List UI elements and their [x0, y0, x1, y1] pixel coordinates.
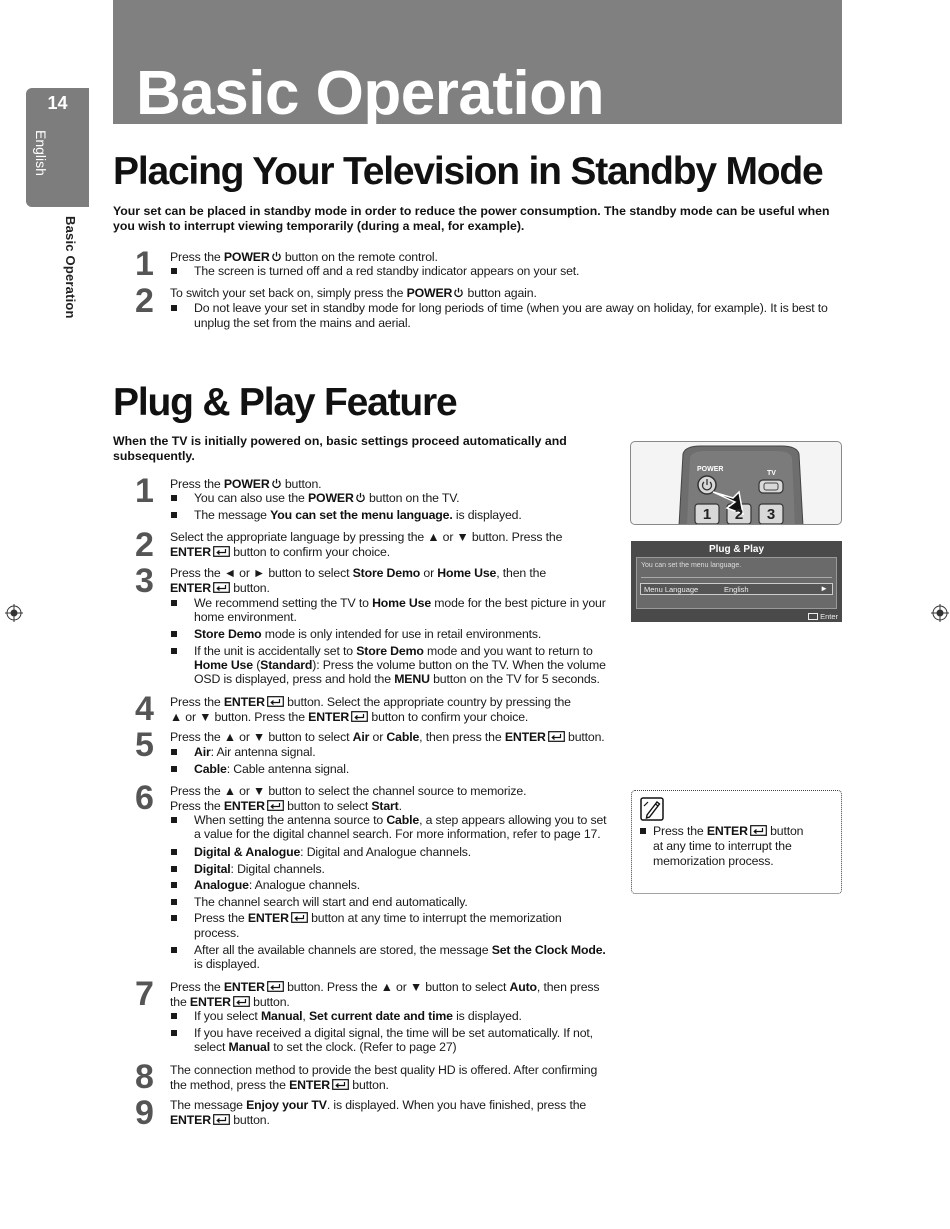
plug-play-section-title: Plug & Play Feature [113, 381, 457, 424]
pp-step-6-bullet-1: When setting the antenna source to Cable, a step appears allowing you to set [194, 813, 607, 827]
pp-step-6-bullet-7: After all the available channels are stored, the message Set the Clock Mode. [194, 943, 606, 957]
pp-step-3-bullet-1-line-2: home environment. [194, 610, 297, 624]
standby-section-title: Placing Your Television in Standby Mode [113, 150, 823, 193]
osd-message: You can set the menu language. [641, 562, 742, 569]
pp-step-3-line-2: ENTER button. [170, 581, 270, 595]
power-icon [453, 287, 464, 298]
enter-icon [267, 696, 284, 707]
power-icon [355, 492, 366, 503]
enter-icon [808, 613, 818, 620]
pp-step-6-bullet-6-line-2: process. [194, 926, 240, 940]
pp-step-7-line-2: the ENTER button. [170, 995, 290, 1009]
enter-icon [267, 800, 284, 811]
standby-step-2-bullet: Do not leave your set in standby mode for long periods of time (when you are away on holiday, for example). It is best to unplug the set from the mains and aerial. [194, 301, 844, 331]
pp-step-5-bullet-1: Air: Air antenna signal. [194, 745, 316, 759]
language-label: English [33, 130, 49, 176]
registration-mark-icon [5, 604, 23, 622]
note-box [631, 790, 842, 894]
pp-step-4-line-1: Press the ENTER button. Select the appropriate country by pressing the [170, 695, 571, 709]
pp-step-1-bullet-2: The message You can set the menu language. is displayed. [194, 508, 522, 522]
pp-step-7-line-1: Press the ENTER button. Press the ▲ or ▼ button to select Auto, then press [170, 980, 600, 994]
note-pencil-icon [640, 797, 664, 821]
remote-key-2: 2 [734, 506, 744, 523]
pp-step-9-line-1: The message Enjoy your TV. is displayed. When you have finished, press the [170, 1098, 587, 1112]
pp-step-3-number: 3 [135, 562, 153, 600]
remote-control-illustration [630, 441, 842, 525]
pp-step-6-bullet-3: Digital: Digital channels. [194, 862, 325, 876]
pp-step-7-number: 7 [135, 975, 153, 1013]
pp-step-3-bullet-2: Store Demo mode is only intended for use in retail environments. [194, 627, 542, 641]
pp-step-3-bullet-3-line-3: OSD is displayed, press and hold the MENU button on the TV for 5 seconds. [194, 672, 600, 686]
power-icon [271, 251, 282, 262]
enter-icon [213, 582, 230, 593]
remote-key-1: 1 [702, 506, 712, 523]
standby-step-2-number: 2 [135, 282, 153, 320]
enter-icon [750, 825, 767, 836]
enter-icon [233, 996, 250, 1007]
osd-enter-hint [808, 612, 838, 621]
pp-step-1-number: 1 [135, 472, 153, 510]
enter-icon [267, 981, 284, 992]
registration-mark-icon [931, 604, 949, 622]
osd-menu-language-row[interactable] [640, 583, 833, 595]
enter-icon [213, 546, 230, 557]
pp-step-3-bullet-3: If the unit is accidentally set to Store Demo mode and you want to return to [194, 644, 593, 658]
pp-step-6-bullet-2: Digital & Analogue: Digital and Analogue channels. [194, 845, 472, 859]
pp-step-8-line-2: the method, press the ENTER button. [170, 1078, 389, 1092]
pp-step-3-line-1: Press the ◄ or ► button to select Store Demo or Home Use, then the [170, 566, 547, 580]
remote-power-label: POWER [697, 466, 724, 473]
osd-menu-language-value: English [724, 585, 749, 594]
pp-step-6-bullet-6: Press the ENTER button at any time to interrupt the memorization [194, 911, 562, 925]
standby-step-1-text: Press the POWER button on the remote control. [170, 250, 438, 264]
remote-tv-label: TV [767, 470, 776, 477]
osd-enter-label: Enter [820, 612, 838, 621]
arrow-right-icon: ► [820, 584, 828, 593]
plug-play-osd-screen [631, 541, 842, 622]
pp-step-5-line-1: Press the ▲ or ▼ button to select Air or Cable, then press the ENTER button. [170, 730, 605, 744]
standby-intro: Your set can be placed in standby mode in order to reduce the power consumption. The standby mode can be useful when you wish to interrupt viewing temporarily (during a meal, for example). [113, 204, 830, 233]
pp-step-2-number: 2 [135, 526, 153, 564]
pp-step-4-line-2: ▲ or ▼ button. Press the ENTER button to confirm your choice. [170, 710, 529, 724]
pp-step-4-number: 4 [135, 690, 153, 728]
standby-step-1-number: 1 [135, 245, 153, 283]
pp-step-6-line-2: Press the ENTER button to select Start. [170, 799, 402, 813]
pp-step-6-bullet-5: The channel search will start and end automatically. [194, 895, 468, 909]
pp-step-6-bullet-7-line-2: is displayed. [194, 957, 260, 971]
pp-step-1-bullet-1: You can also use the POWER button on the TV. [194, 491, 460, 505]
osd-panel [636, 557, 837, 609]
pp-step-6-bullet-4: Analogue: Analogue channels. [194, 878, 361, 892]
pp-step-6-bullet-1-line-2: a value for the digital channel search. For more information, refer to page 17. [194, 827, 601, 841]
pp-step-1-text: Press the POWER button. [170, 477, 322, 491]
osd-divider [641, 577, 832, 578]
side-section-label: Basic Operation [63, 216, 78, 319]
pp-step-3-bullet-3-line-2: Home Use (Standard): Press the volume button on the TV. When the volume [194, 658, 606, 672]
pp-step-7-bullet-2-line-2: select Manual to set the clock. (Refer to page 27) [194, 1040, 457, 1054]
pp-step-5-bullet-2: Cable: Cable antenna signal. [194, 762, 350, 776]
enter-icon [351, 711, 368, 722]
pp-step-2-line-1: Select the appropriate language by pressing the ▲ or ▼ button. Press the [170, 530, 563, 544]
pp-step-6-number: 6 [135, 779, 153, 817]
pp-step-9-line-2: ENTER button. [170, 1113, 270, 1127]
standby-step-1-bullet: The screen is turned off and a red standby indicator appears on your set. [194, 264, 580, 278]
enter-icon [291, 912, 308, 923]
pp-step-7-bullet-2: If you have received a digital signal, the time will be set automatically. If not, [194, 1026, 593, 1040]
pp-step-3-bullet-1: We recommend setting the TV to Home Use mode for the best picture in your [194, 596, 606, 610]
page-number: 14 [47, 93, 68, 113]
remote-key-3: 3 [766, 506, 776, 523]
pp-step-5-number: 5 [135, 726, 153, 764]
standby-step-2-text: To switch your set back on, simply press the POWER button again. [170, 286, 537, 300]
pp-step-6-line-1: Press the ▲ or ▼ button to select the channel source to memorize. [170, 784, 527, 798]
enter-icon [548, 731, 565, 742]
note-text: Press the ENTER button at any time to interrupt the memorization process. [653, 824, 833, 869]
plug-play-intro: When the TV is initially powered on, basic settings proceed automatically and subsequently. [113, 434, 567, 463]
enter-icon [332, 1079, 349, 1090]
pp-step-2-line-2: ENTER button to confirm your choice. [170, 545, 391, 559]
pp-step-8-line-1: The connection method to provide the best quality HD is offered. After confirming [170, 1063, 598, 1077]
osd-menu-language-label: Menu Language [644, 585, 699, 594]
pp-step-8-number: 8 [135, 1058, 153, 1096]
osd-title: Plug & Play [708, 544, 764, 555]
pp-step-7-bullet-1: If you select Manual, Set current date and time is displayed. [194, 1009, 522, 1023]
pp-step-9-number: 9 [135, 1094, 153, 1132]
enter-icon [213, 1114, 230, 1125]
power-icon [271, 478, 282, 489]
chapter-title: Basic Operation [136, 59, 604, 128]
